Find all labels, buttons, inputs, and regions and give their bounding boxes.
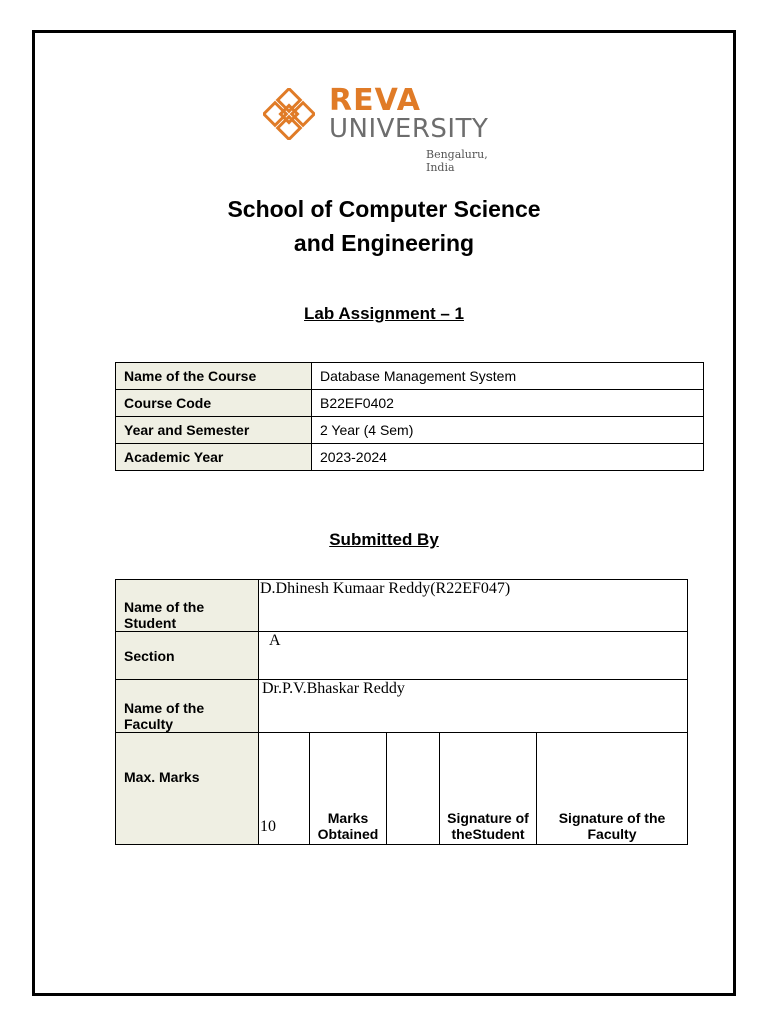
marks-obtained-label: Marks Obtained (310, 733, 387, 845)
course-code-label: Course Code (116, 390, 312, 417)
academic-year-value: 2023-2024 (312, 444, 704, 471)
max-marks-label: Max. Marks (116, 733, 259, 845)
table-row (116, 444, 704, 471)
year-semester-value: 2 Year (4 Sem) (312, 417, 704, 444)
table-row (116, 733, 688, 845)
student-name-value: D.Dhinesh Kumaar Reddy(R22EF047) (259, 580, 688, 632)
school-title-line2: and Engineering (293, 230, 475, 256)
page-border (32, 30, 736, 996)
signature-student-label: Signature of theStudent (440, 733, 537, 845)
course-name-value: Database Management System (312, 363, 704, 390)
logo-brand: REVA (329, 83, 421, 118)
section-value: A (259, 632, 688, 680)
logo-university: UNIVERSITY (329, 114, 489, 144)
student-table (115, 579, 688, 845)
max-marks-value: 10 (259, 733, 310, 845)
table-row (116, 680, 688, 733)
assignment-title: Lab Assignment – 1 (304, 304, 464, 323)
reva-emblem-icon (263, 88, 315, 140)
course-name-label: Name of the Course (116, 363, 312, 390)
school-title-line1: School of Computer Science (227, 196, 541, 222)
table-row (116, 390, 704, 417)
section-label: Section (116, 632, 259, 680)
table-row (116, 632, 688, 680)
faculty-name-value: Dr.P.V.Bhaskar Reddy (259, 680, 688, 733)
course-code-value: B22EF0402 (312, 390, 704, 417)
logo-location: Bengaluru, India (426, 148, 488, 174)
student-name-label: Name of the Student (116, 580, 259, 632)
course-table (115, 362, 704, 471)
faculty-name-label: Name of the Faculty (116, 680, 259, 733)
year-semester-label: Year and Semester (116, 417, 312, 444)
signature-faculty-label: Signature of the Faculty (537, 733, 688, 845)
table-row (116, 417, 704, 444)
academic-year-label: Academic Year (116, 444, 312, 471)
submitted-by-heading: Submitted By (329, 530, 439, 549)
marks-obtained-cell (387, 733, 440, 845)
table-row (116, 363, 704, 390)
table-row (116, 580, 688, 632)
university-logo (263, 83, 513, 174)
